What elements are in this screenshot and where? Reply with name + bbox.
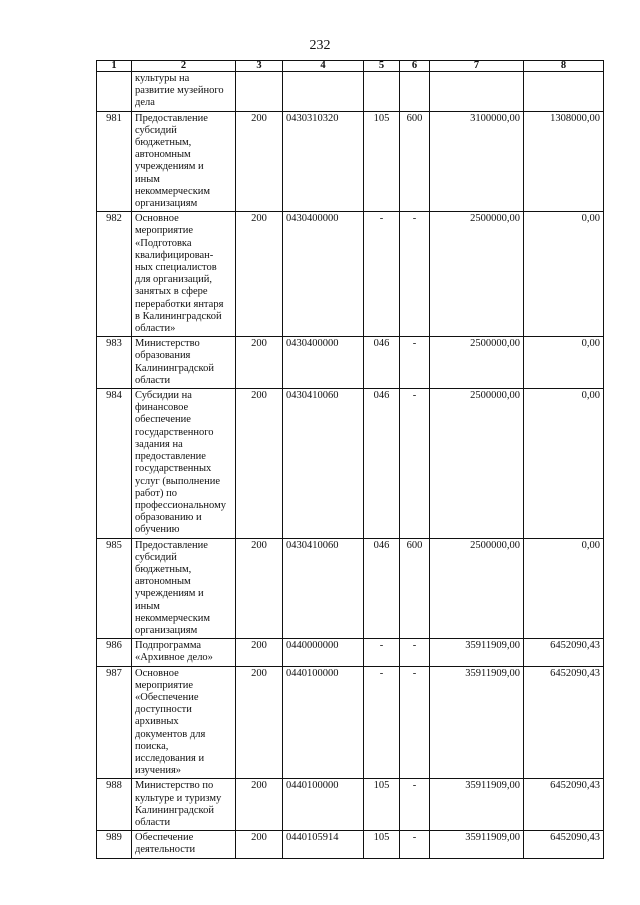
row-name: Обеспечение деятельности	[132, 831, 236, 858]
row-col6: -	[400, 389, 430, 538]
table-row	[97, 111, 604, 212]
row-col8	[524, 72, 604, 112]
row-number: 984	[97, 389, 132, 538]
row-col6: -	[400, 639, 430, 666]
row-col3: 200	[236, 666, 283, 779]
row-col5: 105	[364, 831, 400, 858]
row-name: Предоставление субсидий бюджетным, автономным учреждениям и иным некоммерческим организациям	[132, 111, 236, 212]
page-number: 232	[309, 38, 331, 53]
row-number: 989	[97, 831, 132, 858]
row-col3: 200	[236, 639, 283, 666]
row-name: Министерство по культуре и туризму Калининградской области	[132, 779, 236, 831]
row-col3: 200	[236, 111, 283, 212]
row-col4: 0430400000	[283, 212, 364, 337]
row-col6: 600	[400, 538, 430, 639]
row-name: Субсидии на финансовое обеспечение государственного задания на предоставление государственных услуг (выполнение работ) по профессиональному образованию и обучению	[132, 389, 236, 538]
row-name: Основное мероприятие «Обеспечение доступности архивных документов для поиска, исследования и изучения»	[132, 666, 236, 779]
row-number: 981	[97, 111, 132, 212]
table-row	[97, 666, 604, 779]
row-col8: 0,00	[524, 389, 604, 538]
row-col6: -	[400, 831, 430, 858]
row-number: 985	[97, 538, 132, 639]
header-row	[97, 61, 604, 72]
row-col3	[236, 72, 283, 112]
row-col3: 200	[236, 212, 283, 337]
row-col5: 046	[364, 337, 400, 389]
row-col4: 0430400000	[283, 337, 364, 389]
row-col7: 35911909,00	[430, 831, 524, 858]
row-col8: 1308000,00	[524, 111, 604, 212]
row-col4: 0440100000	[283, 666, 364, 779]
row-name: культуры на развитие музейного дела	[132, 72, 236, 112]
row-col8: 0,00	[524, 212, 604, 337]
row-col6: -	[400, 666, 430, 779]
row-col4: 0440105914	[283, 831, 364, 858]
row-col5: 105	[364, 779, 400, 831]
row-col6: 600	[400, 111, 430, 212]
row-name: Министерство образования Калининградской области	[132, 337, 236, 389]
row-col5: -	[364, 666, 400, 779]
column-header: 1	[97, 61, 132, 72]
row-col3: 200	[236, 389, 283, 538]
budget-table	[96, 60, 604, 859]
table-row	[97, 639, 604, 666]
row-col7: 2500000,00	[430, 212, 524, 337]
row-col7	[430, 72, 524, 112]
row-col3: 200	[236, 538, 283, 639]
table-row	[97, 538, 604, 639]
column-header: 4	[283, 61, 364, 72]
table-body	[97, 72, 604, 859]
row-col4	[283, 72, 364, 112]
row-col6: -	[400, 212, 430, 337]
row-name: Основное мероприятие «Подготовка квалифицирован- ных специалистов для организаций, занятых в сфере переработки янтаря в Калининградской области»	[132, 212, 236, 337]
column-header: 5	[364, 61, 400, 72]
row-col8: 0,00	[524, 337, 604, 389]
table-row	[97, 337, 604, 389]
row-col7: 3100000,00	[430, 111, 524, 212]
row-col6: -	[400, 779, 430, 831]
row-name: Предоставление субсидий бюджетным, автономным учреждениям и иным некоммерческим организациям	[132, 538, 236, 639]
table-row	[97, 779, 604, 831]
row-col5: -	[364, 639, 400, 666]
row-name: Подпрограмма «Архивное дело»	[132, 639, 236, 666]
column-header: 2	[132, 61, 236, 72]
row-col8: 6452090,43	[524, 666, 604, 779]
row-number: 982	[97, 212, 132, 337]
row-col5: 105	[364, 111, 400, 212]
row-col7: 2500000,00	[430, 389, 524, 538]
row-col7: 35911909,00	[430, 639, 524, 666]
row-col4: 0430410060	[283, 538, 364, 639]
row-col4: 0440100000	[283, 779, 364, 831]
row-number: 986	[97, 639, 132, 666]
row-col3: 200	[236, 779, 283, 831]
row-col8: 6452090,43	[524, 779, 604, 831]
row-col6: -	[400, 337, 430, 389]
row-col5	[364, 72, 400, 112]
row-number: 983	[97, 337, 132, 389]
column-header: 6	[400, 61, 430, 72]
row-number: 987	[97, 666, 132, 779]
row-col8: 0,00	[524, 538, 604, 639]
row-col8: 6452090,43	[524, 639, 604, 666]
column-header: 8	[524, 61, 604, 72]
row-number	[97, 72, 132, 112]
row-col8: 6452090,43	[524, 831, 604, 858]
table-row	[97, 212, 604, 337]
row-col3: 200	[236, 831, 283, 858]
row-col7: 35911909,00	[430, 779, 524, 831]
row-number: 988	[97, 779, 132, 831]
row-col4: 0430310320	[283, 111, 364, 212]
row-col4: 0430410060	[283, 389, 364, 538]
column-header: 7	[430, 61, 524, 72]
row-col7: 2500000,00	[430, 538, 524, 639]
row-col5: 046	[364, 389, 400, 538]
row-col5: 046	[364, 538, 400, 639]
row-col7: 2500000,00	[430, 337, 524, 389]
table-row	[97, 831, 604, 858]
row-col6	[400, 72, 430, 112]
column-header: 3	[236, 61, 283, 72]
row-col7: 35911909,00	[430, 666, 524, 779]
table-row	[97, 389, 604, 538]
table-row	[97, 72, 604, 112]
row-col5: -	[364, 212, 400, 337]
row-col3: 200	[236, 337, 283, 389]
row-col4: 0440000000	[283, 639, 364, 666]
